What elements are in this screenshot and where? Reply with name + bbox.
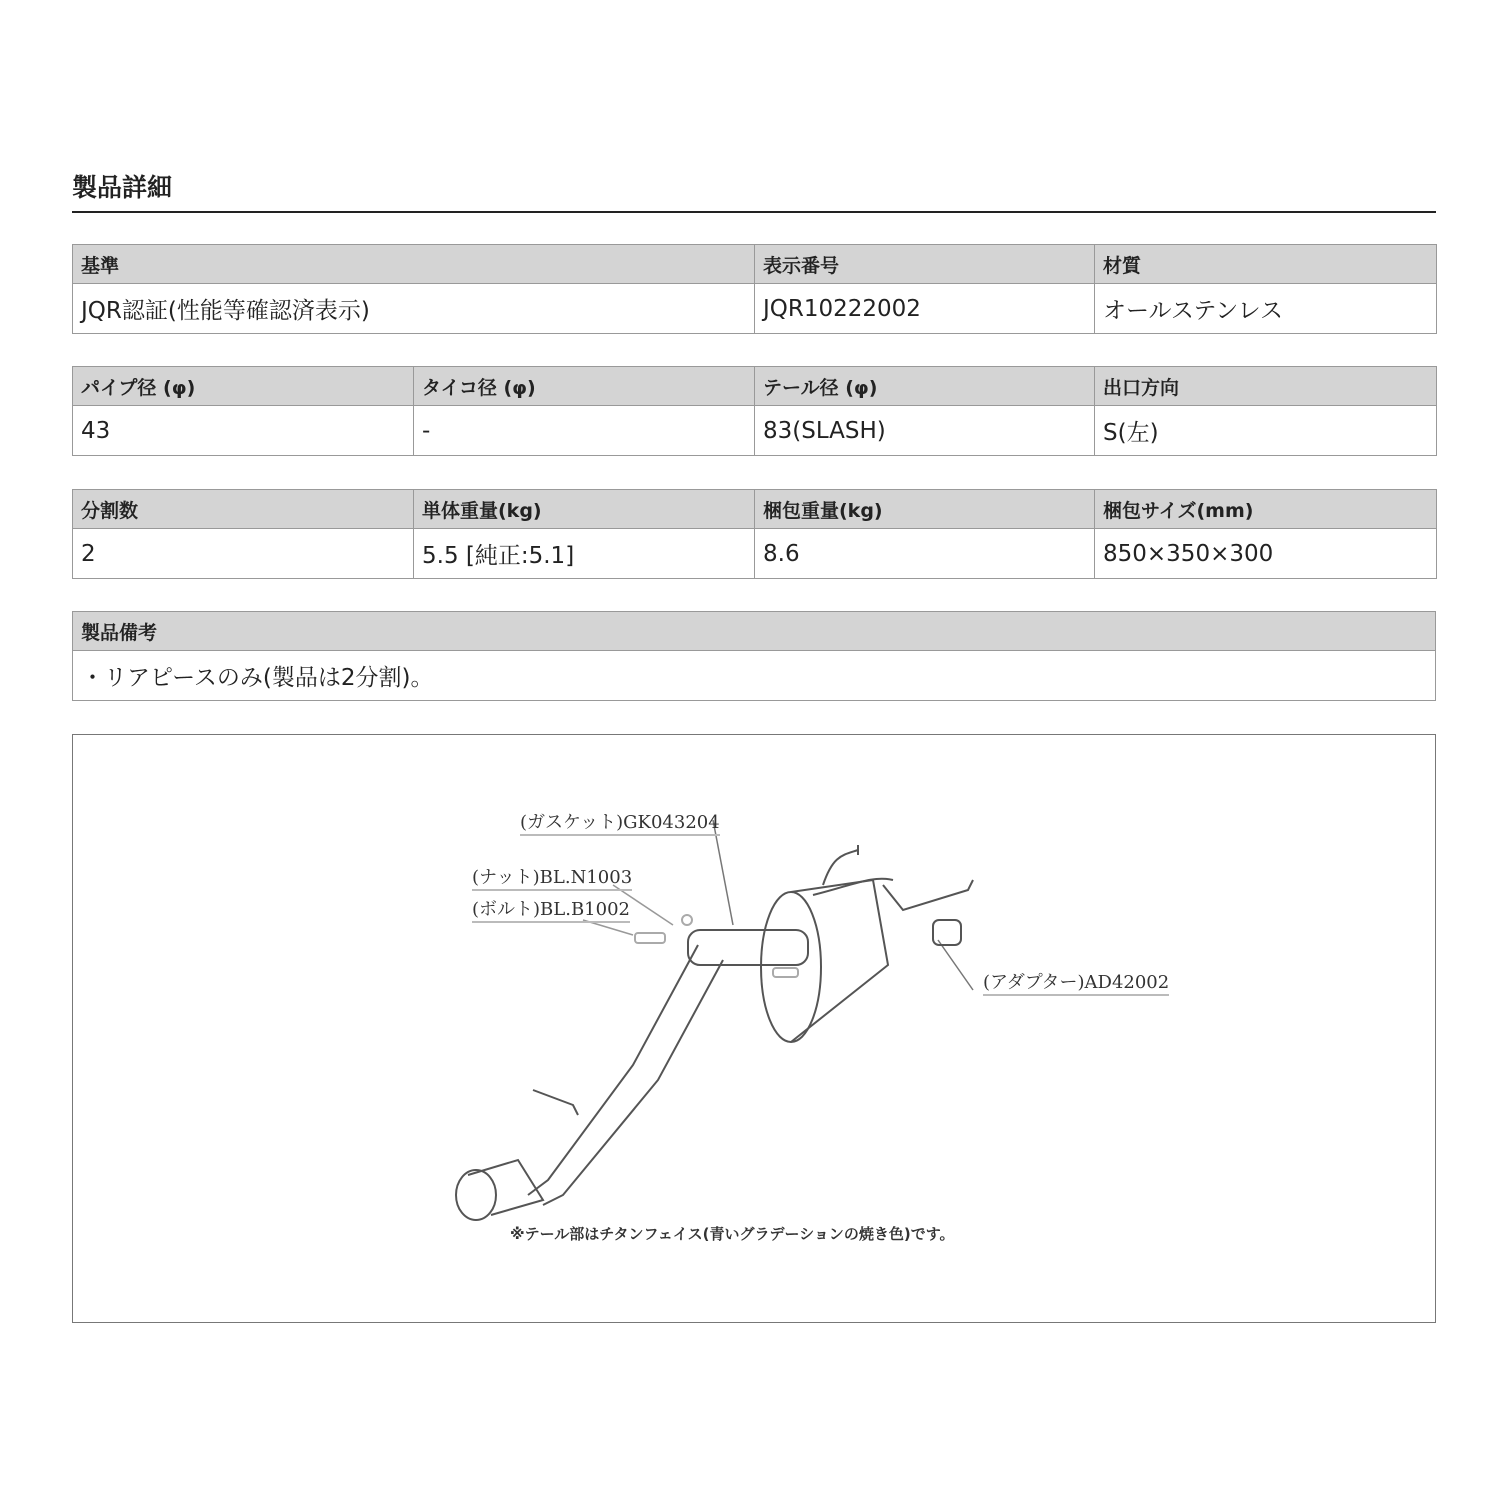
- value-tail-diameter: 83(SLASH): [755, 406, 1095, 456]
- header-material: 材質: [1095, 245, 1437, 284]
- diagram-note: ※テール部はチタンフェイス(青いグラデーションの焼き色)です。: [510, 1225, 955, 1243]
- title-divider: [72, 211, 1436, 213]
- header-tail-diameter: テール径 (φ): [755, 367, 1095, 406]
- header-unit-weight: 単体重量(kg): [414, 490, 755, 529]
- spec-table-standard: [72, 244, 1437, 334]
- header-display-number: 表示番号: [755, 245, 1095, 284]
- header-muffler-diameter: タイコ径 (φ): [414, 367, 755, 406]
- value-package-weight: 8.6: [755, 529, 1095, 579]
- value-display-number: JQR10222002: [755, 284, 1095, 334]
- page-title: 製品詳細: [72, 173, 173, 202]
- spec-table-weights: [72, 489, 1437, 579]
- header-remarks: 製品備考: [73, 612, 1436, 651]
- value-pieces: 2: [73, 529, 414, 579]
- label-bolt: (ボルト)BL.B1002: [472, 895, 630, 923]
- value-pipe-diameter: 43: [73, 406, 414, 456]
- value-standard: JQR認証(性能等確認済表示): [73, 284, 755, 334]
- spec-table-remarks: [72, 611, 1436, 701]
- label-adapter: (アダプター)AD42002: [983, 968, 1169, 996]
- header-package-weight: 梱包重量(kg): [755, 490, 1095, 529]
- value-remarks: ・リアピースのみ(製品は2分割)。: [73, 651, 1436, 701]
- value-muffler-diameter: -: [414, 406, 755, 456]
- header-package-size: 梱包サイズ(mm): [1095, 490, 1437, 529]
- value-package-size: 850×350×300: [1095, 529, 1437, 579]
- parts-diagram: [72, 734, 1436, 1323]
- value-material: オールステンレス: [1095, 284, 1437, 334]
- header-pipe-diameter: パイプ径 (φ): [73, 367, 414, 406]
- spec-table-diameters: [72, 366, 1437, 456]
- header-pieces: 分割数: [73, 490, 414, 529]
- label-gasket: (ガスケット)GK043204: [520, 808, 720, 836]
- label-nut: (ナット)BL.N1003: [472, 863, 632, 891]
- value-unit-weight: 5.5 [純正:5.1]: [414, 529, 755, 579]
- value-exit-direction: S(左): [1095, 406, 1437, 456]
- header-standard: 基準: [73, 245, 755, 284]
- header-exit-direction: 出口方向: [1095, 367, 1437, 406]
